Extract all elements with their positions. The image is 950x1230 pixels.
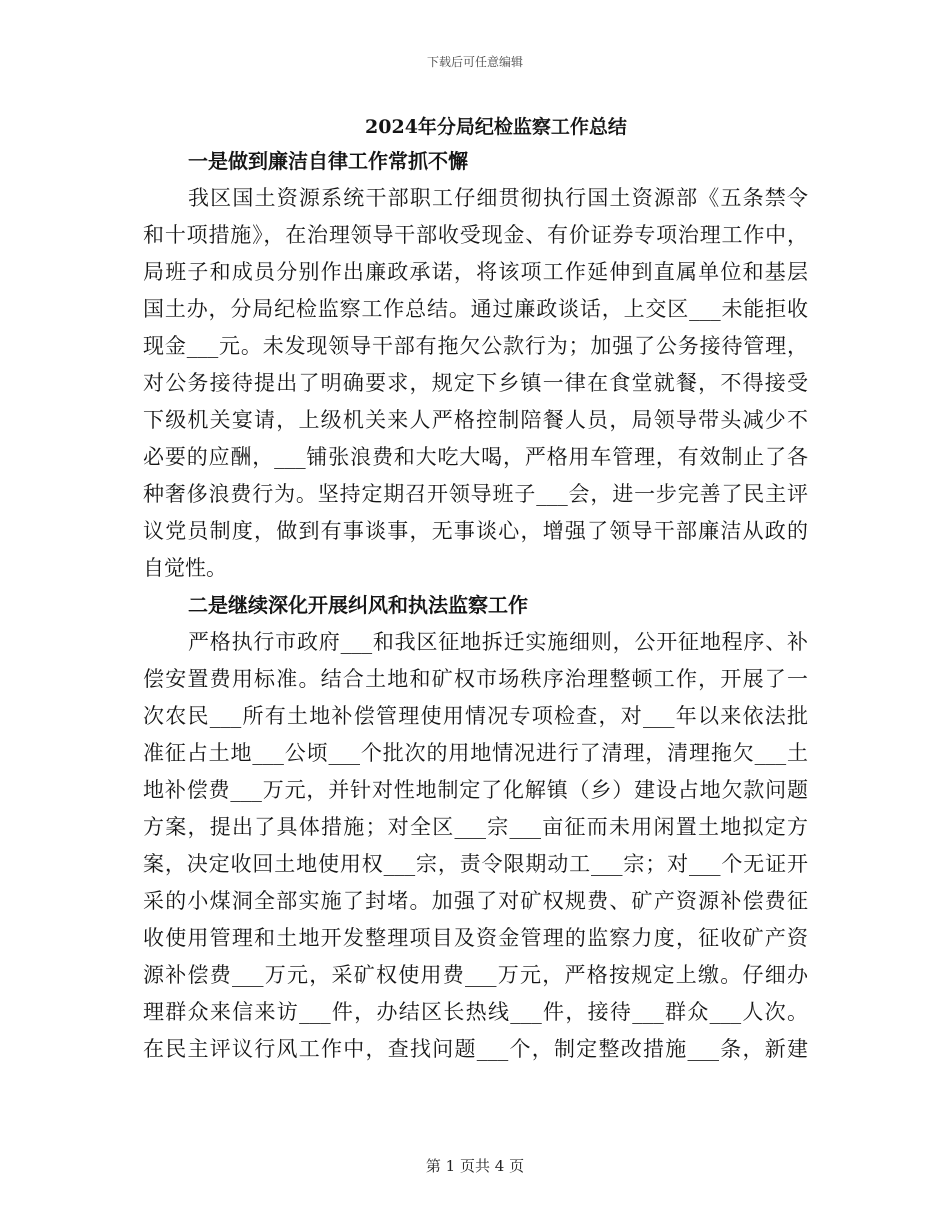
paragraph-line: 自觉性。: [143, 556, 227, 580]
paragraph-line: 准征占土地___公顷___个批次的用地情况进行了清理，清理拖欠___土: [143, 741, 808, 765]
document-title: 2024年分局纪检监察工作总结: [365, 116, 627, 138]
paragraph-line: 国土办，分局纪检监察工作总结。通过廉政谈话，上交区___未能拒收: [143, 297, 808, 321]
paragraph-line: 议党员制度，做到有事谈事，无事谈心，增强了领导干部廉洁从政的: [143, 519, 808, 543]
paragraph-line: 严格执行市政府___和我区征地拆迁实施细则，公开征地程序、补: [188, 630, 808, 654]
paragraph-line: 必要的应酬，___铺张浪费和大吃大喝，严格用车管理，有效制止了各: [143, 445, 808, 469]
paragraph-line: 我区国土资源系统干部职工仔细贯彻执行国土资源部《五条禁令: [188, 186, 808, 210]
paragraph-line: 局班子和成员分别作出廉政承诺，将该项工作延伸到直属单位和基层: [143, 260, 808, 284]
section-heading: 一是做到廉洁自律工作常抓不懈: [188, 149, 468, 173]
section-heading: 二是继续深化开展纠风和执法监察工作: [188, 593, 528, 617]
page-header: 下载后可任意编辑: [426, 55, 523, 69]
paragraph-line: 对公务接待提出了明确要求，规定下乡镇一律在食堂就餐，不得接受: [143, 371, 808, 395]
paragraph-line: 现金___元。未发现领导干部有拖欠公款行为；加强了公务接待管理，: [143, 334, 808, 358]
page-footer: 第 1 页共 4 页: [425, 1157, 525, 1175]
paragraph-line: 在民主评议行风工作中，查找问题___个，制定整改措施___条，新建: [143, 1037, 808, 1061]
paragraph-line: 次农民___所有土地补偿管理使用情况专项检查，对___年以来依法批: [143, 704, 808, 728]
paragraph-line: 和十项措施》，在治理领导干部收受现金、有价证券专项治理工作中，: [143, 223, 808, 247]
paragraph-line: 采的小煤洞全部实施了封堵。加强了对矿权规费、矿产资源补偿费征: [143, 889, 808, 913]
paragraph-line: 地补偿费___万元，并针对性地制定了化解镇（乡）建设占地欠款问题: [143, 778, 808, 802]
paragraph-line: 偿安置费用标准。结合土地和矿权市场秩序治理整顿工作，开展了一: [143, 667, 808, 691]
paragraph-line: 理群众来信来访___件，办结区长热线___件，接待___群众___人次。: [143, 1000, 808, 1024]
paragraph-line: 收使用管理和土地开发整理项目及资金管理的监察力度，征收矿产资: [143, 926, 808, 950]
paragraph-line: 源补偿费___万元，采矿权使用费___万元，严格按规定上缴。仔细办: [143, 963, 808, 987]
paragraph-line: 下级机关宴请，上级机关来人严格控制陪餐人员，局领导带头减少不: [143, 408, 808, 432]
paragraph-line: 种奢侈浪费行为。坚持定期召开领导班子___会，进一步完善了民主评: [143, 482, 808, 506]
paragraph-line: 案，决定收回土地使用权___宗，责令限期动工___宗；对___个无证开: [143, 852, 808, 876]
paragraph-line: 方案，提出了具体措施；对全区___宗___亩征而未用闲置土地拟定方: [143, 815, 808, 839]
document-body: [143, 143, 808, 1068]
